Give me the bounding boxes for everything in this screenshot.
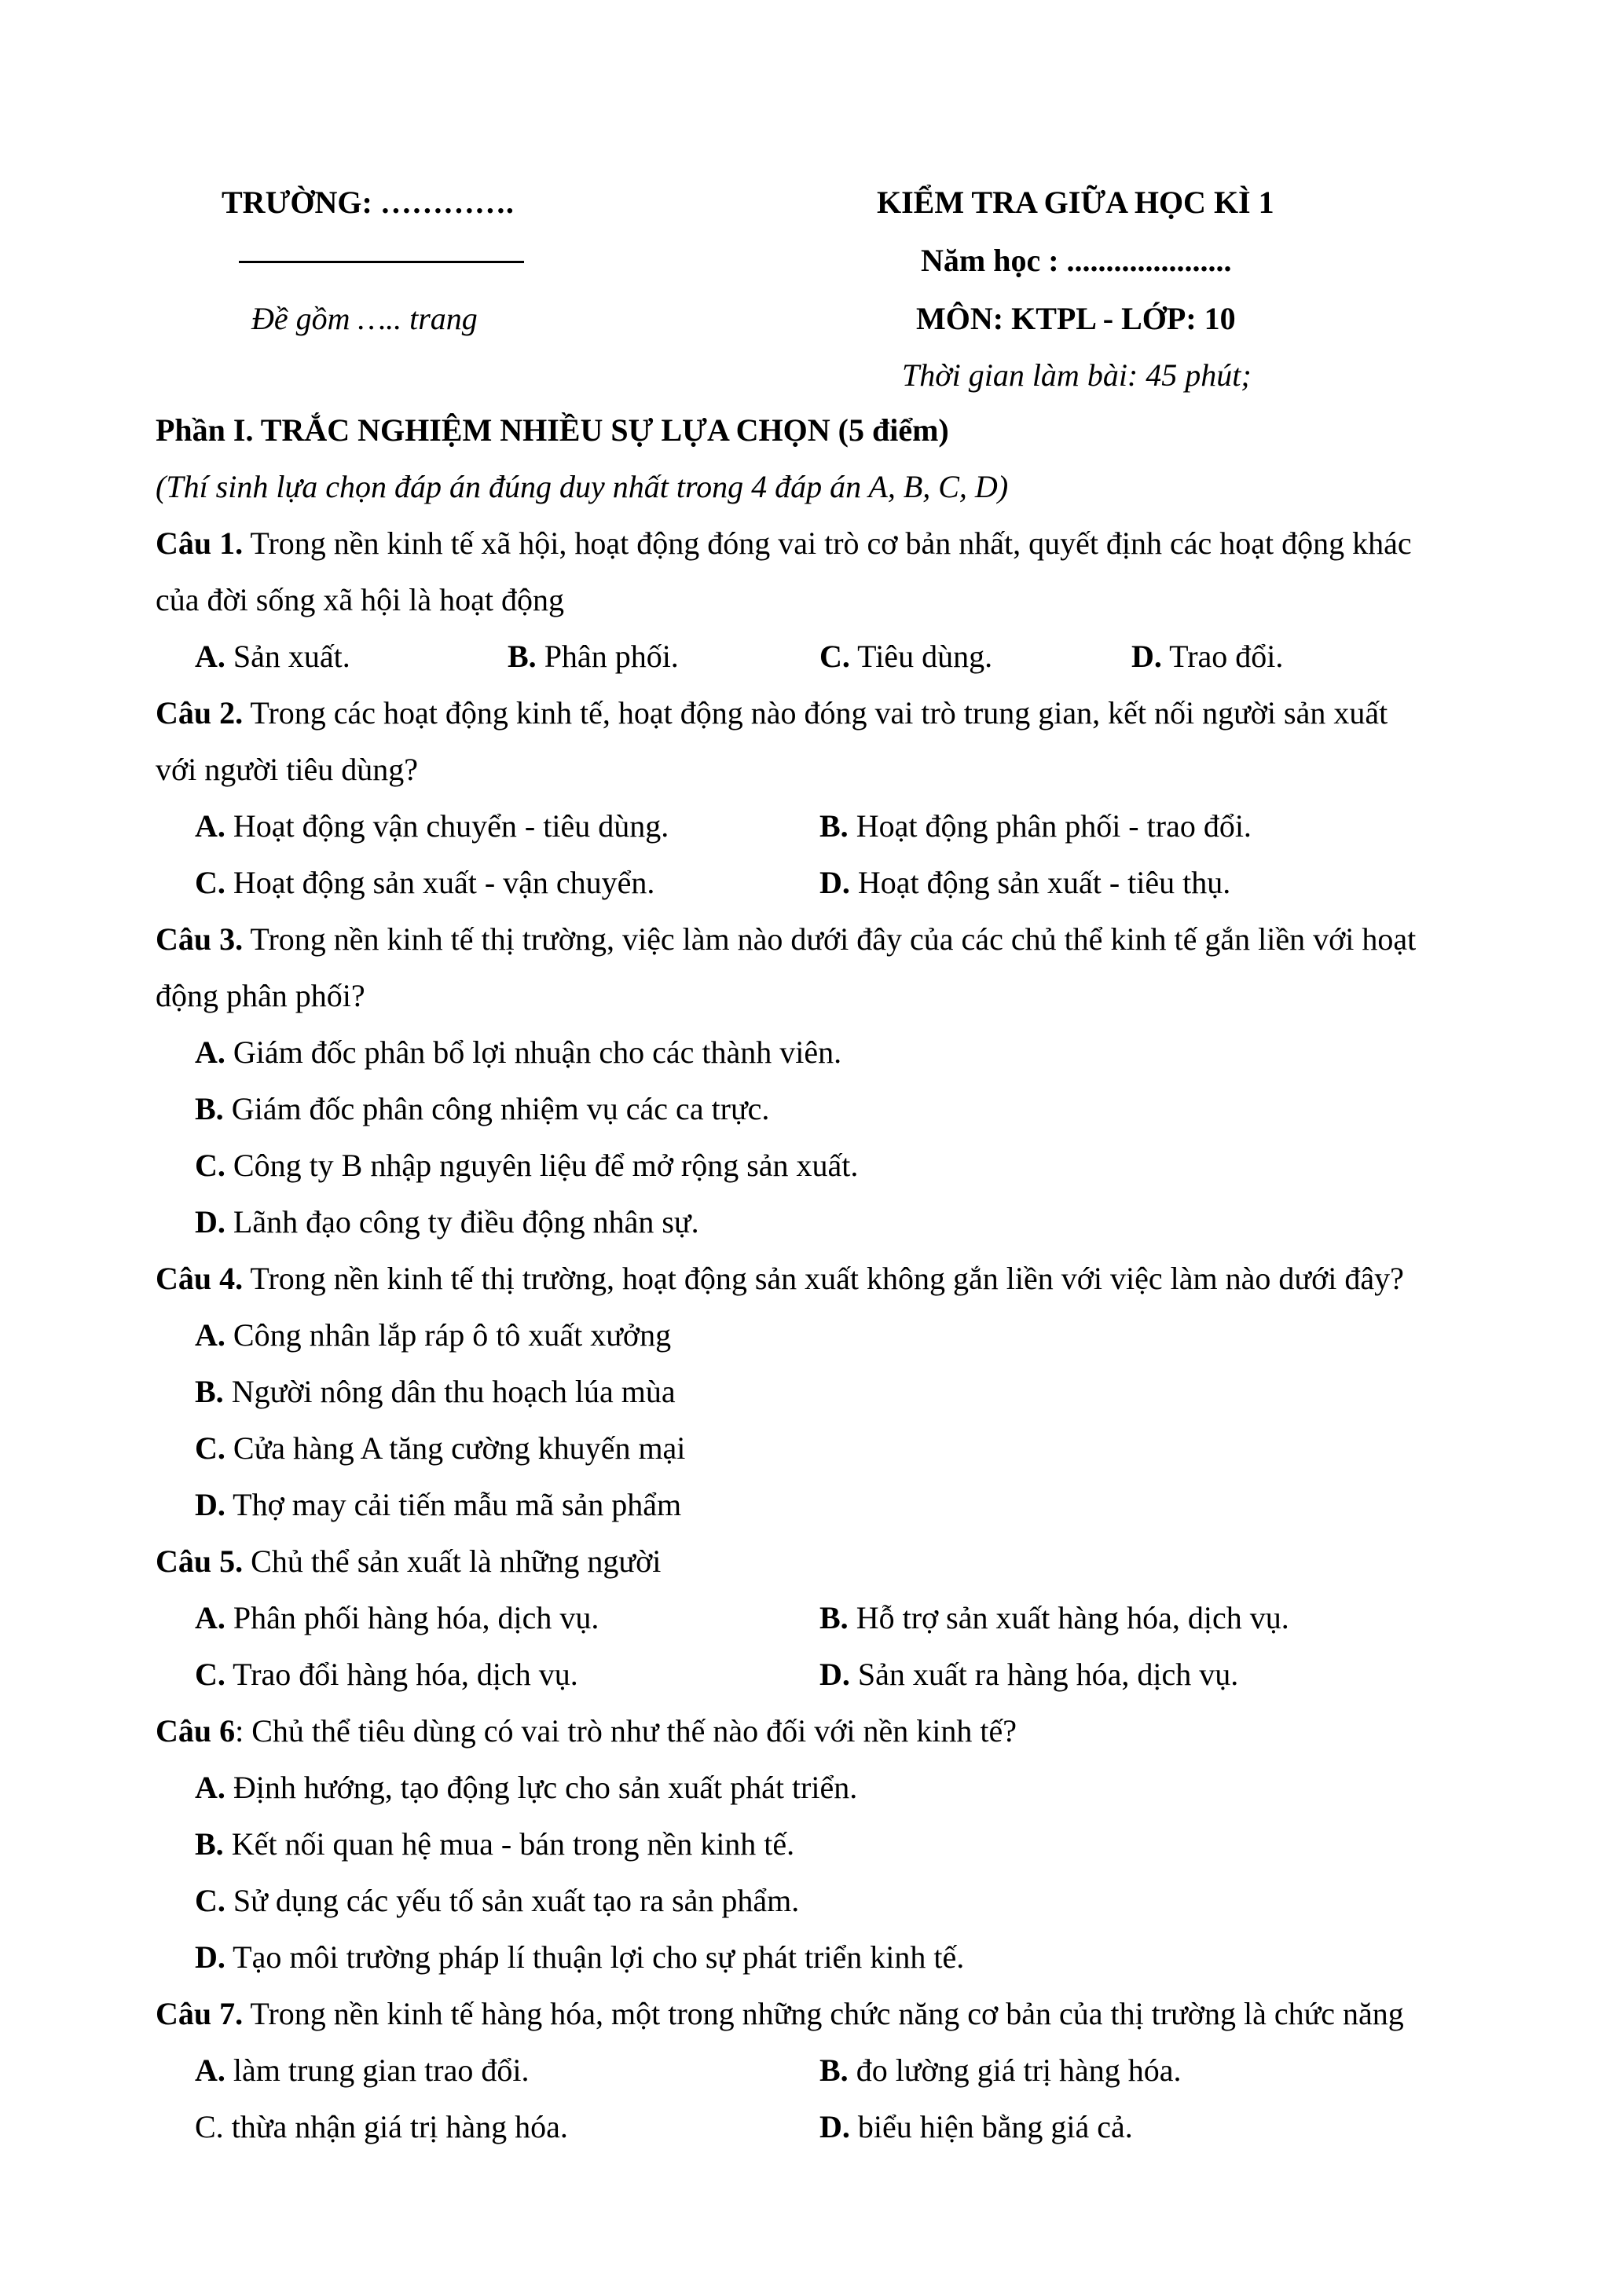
option-key: B. <box>195 1374 224 1409</box>
question-label: Câu 7. <box>156 1996 244 2031</box>
exam-content <box>156 402 1491 2155</box>
options-row <box>156 1194 1491 1251</box>
option-text: Lãnh đạo công ty điều động nhân sự. <box>225 1204 699 1240</box>
answer-option <box>195 628 350 685</box>
option-text: Hoạt động vận chuyển - tiêu dùng. <box>225 808 669 844</box>
exam-title: KIỂM TRA GIỮA HỌC KÌ 1 <box>877 185 1274 220</box>
option-key: A. <box>195 1770 225 1805</box>
option-key: B. <box>819 808 849 844</box>
option-text: Hỗ trợ sản xuất hàng hóa, dịch vụ. <box>848 1600 1289 1635</box>
question-text: Trong các hoạt động kinh tế, hoạt động nào đóng vai trò trung gian, kết nối người sản xuất <box>243 695 1388 731</box>
answer-option <box>195 2099 568 2155</box>
question-label: Câu 3. <box>156 921 244 957</box>
question-block <box>156 1986 1491 2155</box>
header-rule <box>239 261 524 263</box>
option-key: D. <box>819 1657 850 1692</box>
answer-option <box>195 1826 794 1862</box>
page-count: Đề gồm ….. trang <box>251 301 478 336</box>
answer-option <box>195 1034 841 1070</box>
question-stem <box>156 515 1491 572</box>
question-stem-continued <box>156 572 1491 628</box>
option-text: biểu hiện bằng giá cả. <box>849 2109 1133 2144</box>
option-text: Sản xuất ra hàng hóa, dịch vụ. <box>849 1657 1239 1692</box>
answer-option <box>819 2042 1182 2099</box>
option-key: A. <box>195 2052 225 2088</box>
option-key: D. <box>1131 639 1162 674</box>
option-text: Trao đổi. <box>1161 639 1284 674</box>
question-stem <box>156 685 1491 742</box>
options-row <box>156 1364 1491 1420</box>
answer-option <box>1131 628 1283 685</box>
option-text: Sử dụng các yếu tố sản xuất tạo ra sản phẩm. <box>225 1883 800 1918</box>
question-text: Trong nền kinh tế hàng hóa, một trong những chức năng cơ bản của thị trường là chức năng <box>243 1996 1404 2031</box>
question-stem <box>156 1251 1491 1307</box>
option-text: Kết nối quan hệ mua - bán trong nền kinh tế. <box>223 1826 795 1862</box>
answer-option <box>819 628 992 685</box>
options-row <box>156 1590 1491 1646</box>
option-text: Hoạt động phân phối - trao đổi. <box>848 808 1252 844</box>
answer-option <box>819 2099 1133 2155</box>
question-block <box>156 1703 1491 1986</box>
answer-option <box>819 1646 1238 1703</box>
option-text: Sản xuất. <box>225 639 350 674</box>
answer-option <box>819 855 1230 911</box>
answer-option <box>195 2042 529 2099</box>
options-row <box>156 798 1491 855</box>
option-text: Công ty B nhập nguyên liệu để mở rộng sản xuất. <box>225 1148 859 1183</box>
option-key: C. <box>195 865 225 900</box>
options-row <box>156 855 1491 911</box>
section-instruction: (Thí sinh lựa chọn đáp án đúng duy nhất trong 4 đáp án A, B, C, D) <box>156 469 1009 504</box>
option-text: Tạo môi trường pháp lí thuận lợi cho sự phát triển kinh tế. <box>225 1939 965 1975</box>
options-row <box>156 1307 1491 1364</box>
option-key: C. <box>195 1430 225 1466</box>
option-text: Hoạt động sản xuất - tiêu thụ. <box>849 865 1231 900</box>
option-key: A. <box>195 1600 225 1635</box>
question-text: : Chủ thể tiêu dùng có vai trò như thế nào đối với nền kinh tế? <box>235 1713 1017 1749</box>
question-text: Trong nền kinh tế xã hội, hoạt động đóng vai trò cơ bản nhất, quyết định các hoạt động khác <box>243 525 1412 561</box>
option-text: Trao đổi hàng hóa, dịch vụ. <box>225 1657 578 1692</box>
question-stem <box>156 1533 1491 1590</box>
option-key: B. <box>508 639 537 674</box>
question-text: với người tiêu dùng? <box>156 752 418 787</box>
question-text: động phân phối? <box>156 978 365 1013</box>
answer-option <box>819 798 1252 855</box>
school-name: TRƯỜNG: …………. <box>222 185 514 220</box>
option-text: làm trung gian trao đổi. <box>225 2052 530 2088</box>
option-text: Thợ may cải tiến mẫu mã sản phẩm <box>225 1487 682 1522</box>
answer-option <box>195 1487 681 1522</box>
option-text: thừa nhận giá trị hàng hóa. <box>223 2109 568 2144</box>
option-text: Cửa hàng A tăng cường khuyến mại <box>225 1430 686 1466</box>
question-label: Câu 1. <box>156 525 244 561</box>
options-row <box>156 1646 1491 1703</box>
option-key: C. <box>195 1657 225 1692</box>
question-block <box>156 1533 1491 1703</box>
options-row <box>156 1420 1491 1477</box>
option-key: A. <box>195 808 225 844</box>
question-stem <box>156 911 1491 968</box>
answer-option <box>195 1590 599 1646</box>
question-label: Câu 2. <box>156 695 244 731</box>
answer-option <box>195 1430 685 1466</box>
answer-option <box>195 1091 769 1126</box>
question-stem-continued <box>156 742 1491 798</box>
option-key: D. <box>819 2109 850 2144</box>
answer-option <box>195 1883 799 1918</box>
options-row <box>156 1137 1491 1194</box>
answer-option <box>195 1374 676 1409</box>
option-key: D. <box>195 1487 225 1522</box>
answer-option <box>195 1939 964 1975</box>
option-key: D. <box>819 865 850 900</box>
options-row <box>156 1081 1491 1137</box>
options-row <box>156 2099 1491 2155</box>
options-row <box>156 1929 1491 1986</box>
option-key: B. <box>195 1091 224 1126</box>
option-text: Người nông dân thu hoạch lúa mùa <box>223 1374 676 1409</box>
answer-option <box>195 1770 857 1805</box>
option-key: C. <box>195 1148 225 1183</box>
options-row <box>156 628 1491 685</box>
question-text: Trong nền kinh tế thị trường, việc làm nào dưới đây của các chủ thể kinh tế gắn liền với hoạt <box>243 921 1417 957</box>
options-row <box>156 2042 1491 2099</box>
options-row <box>156 1477 1491 1533</box>
option-key: A. <box>195 1317 225 1353</box>
question-text: Trong nền kinh tế thị trường, hoạt động sản xuất không gắn liền với việc làm nào dưới đây? <box>243 1261 1404 1296</box>
option-key: B. <box>819 1600 849 1635</box>
school-year: Năm học : ..................... <box>921 243 1232 278</box>
question-stem <box>156 1703 1491 1760</box>
question-text: của đời sống xã hội là hoạt động <box>156 582 564 617</box>
option-text: Giám đốc phân công nhiệm vụ các ca trực. <box>223 1091 770 1126</box>
option-key: A. <box>195 1034 225 1070</box>
option-text: đo lường giá trị hàng hóa. <box>848 2052 1182 2088</box>
option-text: Phân phối. <box>536 639 679 674</box>
option-key: C. <box>195 1883 225 1918</box>
option-text: Phân phối hàng hóa, dịch vụ. <box>225 1600 599 1635</box>
answer-option <box>819 1590 1289 1646</box>
option-key: C. <box>195 2109 224 2144</box>
question-label: Câu 6 <box>156 1713 236 1749</box>
options-row <box>156 1760 1491 1816</box>
answer-option <box>508 628 679 685</box>
answer-option <box>195 1646 578 1703</box>
option-key: B. <box>819 2052 849 2088</box>
question-block <box>156 911 1491 1251</box>
question-stem-continued <box>156 968 1491 1024</box>
option-key: C. <box>819 639 850 674</box>
question-block <box>156 515 1491 685</box>
question-list <box>156 515 1491 2155</box>
option-key: D. <box>195 1939 225 1975</box>
time-limit: Thời gian làm bài: 45 phút; <box>902 357 1252 393</box>
option-key: B. <box>195 1826 224 1862</box>
option-text: Giám đốc phân bổ lợi nhuận cho các thành viên. <box>225 1034 842 1070</box>
question-stem <box>156 1986 1491 2042</box>
options-row <box>156 1024 1491 1081</box>
answer-option <box>195 855 654 911</box>
answer-option <box>195 798 669 855</box>
option-key: A. <box>195 639 225 674</box>
option-text: Hoạt động sản xuất - vận chuyển. <box>225 865 655 900</box>
section-title: Phần I. TRẮC NGHIỆM NHIỀU SỰ LỰA CHỌN (5 điểm) <box>156 412 949 448</box>
question-block <box>156 685 1491 911</box>
option-text: Công nhân lắp ráp ô tô xuất xưởng <box>225 1317 672 1353</box>
subject-grade: MÔN: KTPL - LỚP: 10 <box>916 301 1236 336</box>
question-text: Chủ thể sản xuất là những người <box>243 1543 662 1579</box>
question-label: Câu 5. <box>156 1543 244 1579</box>
question-block <box>156 1251 1491 1533</box>
option-key: D. <box>195 1204 225 1240</box>
answer-option <box>195 1148 858 1183</box>
answer-option <box>195 1317 671 1353</box>
options-row <box>156 1873 1491 1929</box>
option-text: Tiêu dùng. <box>849 639 993 674</box>
question-label: Câu 4. <box>156 1261 244 1296</box>
options-row <box>156 1816 1491 1873</box>
option-text: Định hướng, tạo động lực cho sản xuất phát triển. <box>225 1770 858 1805</box>
answer-option <box>195 1204 699 1240</box>
